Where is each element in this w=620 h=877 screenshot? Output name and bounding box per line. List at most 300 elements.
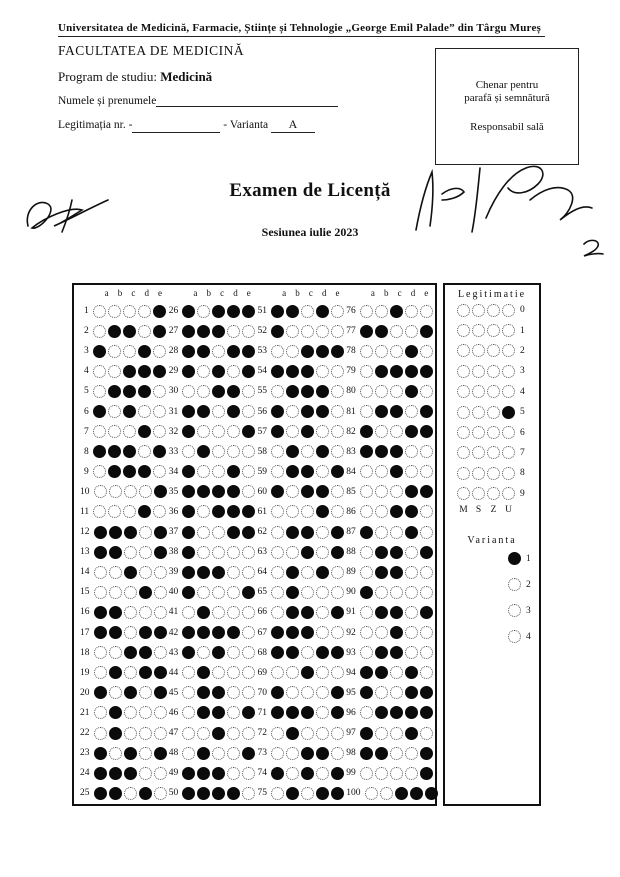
answer-bubble-q35-e[interactable] bbox=[242, 485, 255, 498]
answer-bubble-q3-c[interactable] bbox=[123, 345, 136, 358]
legitimatie-bubble-8-col2[interactable] bbox=[472, 467, 485, 480]
answer-bubble-q63-b[interactable] bbox=[286, 546, 299, 559]
answer-bubble-q33-b[interactable] bbox=[197, 445, 210, 458]
answer-bubble-q95-b[interactable] bbox=[375, 686, 388, 699]
answer-bubble-q57-d[interactable] bbox=[316, 425, 329, 438]
answer-bubble-q32-e[interactable] bbox=[242, 425, 255, 438]
answer-bubble-q22-c[interactable] bbox=[124, 727, 137, 740]
answer-bubble-q59-d[interactable] bbox=[316, 465, 329, 478]
answer-bubble-q84-c[interactable] bbox=[390, 465, 403, 478]
answer-bubble-q47-c[interactable] bbox=[212, 727, 225, 740]
answer-bubble-q86-a[interactable] bbox=[360, 505, 373, 518]
legitimatie-bubble-0-col3[interactable] bbox=[487, 304, 500, 317]
legitimatie-bubble-5-col1[interactable] bbox=[457, 406, 470, 419]
answer-bubble-q77-b[interactable] bbox=[375, 325, 388, 338]
answer-bubble-q56-c[interactable] bbox=[301, 405, 314, 418]
answer-bubble-q33-a[interactable] bbox=[182, 445, 195, 458]
answer-bubble-q44-c[interactable] bbox=[212, 666, 225, 679]
legitimatie-bubble-8-col4[interactable] bbox=[502, 467, 515, 480]
answer-bubble-q23-c[interactable] bbox=[124, 747, 137, 760]
answer-bubble-q51-a[interactable] bbox=[271, 305, 284, 318]
answer-bubble-q21-d[interactable] bbox=[139, 706, 152, 719]
answer-bubble-q61-a[interactable] bbox=[271, 505, 284, 518]
answer-bubble-q67-c[interactable] bbox=[301, 626, 314, 639]
answer-bubble-q92-c[interactable] bbox=[390, 626, 403, 639]
answer-bubble-q8-e[interactable] bbox=[153, 445, 166, 458]
answer-bubble-q25-e[interactable] bbox=[154, 787, 167, 800]
answer-bubble-q30-a[interactable] bbox=[182, 385, 195, 398]
answer-bubble-q32-a[interactable] bbox=[182, 425, 195, 438]
answer-bubble-q60-a[interactable] bbox=[271, 485, 284, 498]
answer-bubble-q81-e[interactable] bbox=[420, 405, 433, 418]
answer-bubble-q28-e[interactable] bbox=[242, 345, 255, 358]
answer-bubble-q11-a[interactable] bbox=[93, 505, 106, 518]
answer-bubble-q98-e[interactable] bbox=[420, 747, 433, 760]
answer-bubble-q45-d[interactable] bbox=[227, 686, 240, 699]
legitimatie-blank[interactable] bbox=[132, 121, 220, 133]
answer-bubble-q58-e[interactable] bbox=[331, 445, 344, 458]
answer-bubble-q34-e[interactable] bbox=[242, 465, 255, 478]
answer-bubble-q48-a[interactable] bbox=[182, 747, 195, 760]
answer-bubble-q70-b[interactable] bbox=[286, 686, 299, 699]
answer-bubble-q56-e[interactable] bbox=[331, 405, 344, 418]
answer-bubble-q12-c[interactable] bbox=[124, 526, 137, 539]
answer-bubble-q38-a[interactable] bbox=[182, 546, 195, 559]
answer-bubble-q61-d[interactable] bbox=[316, 505, 329, 518]
legitimatie-bubble-6-col1[interactable] bbox=[457, 426, 470, 439]
answer-bubble-q20-b[interactable] bbox=[109, 686, 122, 699]
answer-bubble-q8-a[interactable] bbox=[93, 445, 106, 458]
answer-bubble-q34-c[interactable] bbox=[212, 465, 225, 478]
answer-bubble-q37-a[interactable] bbox=[182, 526, 195, 539]
answer-bubble-q6-a[interactable] bbox=[93, 405, 106, 418]
answer-bubble-q61-c[interactable] bbox=[301, 505, 314, 518]
answer-bubble-q4-e[interactable] bbox=[153, 365, 166, 378]
answer-bubble-q35-b[interactable] bbox=[197, 485, 210, 498]
answer-bubble-q60-e[interactable] bbox=[331, 485, 344, 498]
legitimatie-bubble-2-col1[interactable] bbox=[457, 344, 470, 357]
answer-bubble-q40-a[interactable] bbox=[182, 586, 195, 599]
answer-bubble-q66-c[interactable] bbox=[301, 606, 314, 619]
answer-bubble-q91-b[interactable] bbox=[375, 606, 388, 619]
answer-bubble-q48-e[interactable] bbox=[242, 747, 255, 760]
answer-bubble-q70-a[interactable] bbox=[271, 686, 284, 699]
answer-bubble-q67-d[interactable] bbox=[316, 626, 329, 639]
answer-bubble-q24-b[interactable] bbox=[109, 767, 122, 780]
answer-bubble-q66-a[interactable] bbox=[271, 606, 284, 619]
answer-bubble-q80-b[interactable] bbox=[375, 385, 388, 398]
answer-bubble-q94-e[interactable] bbox=[420, 666, 433, 679]
answer-bubble-q36-d[interactable] bbox=[227, 505, 240, 518]
answer-bubble-q89-b[interactable] bbox=[375, 566, 388, 579]
answer-bubble-q1-e[interactable] bbox=[153, 305, 166, 318]
answer-bubble-q54-e[interactable] bbox=[331, 365, 344, 378]
answer-bubble-q11-d[interactable] bbox=[138, 505, 151, 518]
answer-bubble-q90-e[interactable] bbox=[420, 586, 433, 599]
answer-bubble-q9-b[interactable] bbox=[108, 465, 121, 478]
answer-bubble-q27-c[interactable] bbox=[212, 325, 225, 338]
answer-bubble-q41-a[interactable] bbox=[182, 606, 195, 619]
answer-bubble-q87-a[interactable] bbox=[360, 526, 373, 539]
answer-bubble-q85-a[interactable] bbox=[360, 485, 373, 498]
answer-bubble-q6-e[interactable] bbox=[153, 405, 166, 418]
answer-bubble-q43-a[interactable] bbox=[182, 646, 195, 659]
answer-bubble-q24-c[interactable] bbox=[124, 767, 137, 780]
legitimatie-bubble-9-col3[interactable] bbox=[487, 487, 500, 500]
answer-bubble-q64-c[interactable] bbox=[301, 566, 314, 579]
answer-bubble-q57-b[interactable] bbox=[286, 425, 299, 438]
answer-bubble-q84-b[interactable] bbox=[375, 465, 388, 478]
answer-bubble-q50-a[interactable] bbox=[182, 787, 195, 800]
answer-bubble-q28-a[interactable] bbox=[182, 345, 195, 358]
answer-bubble-q47-e[interactable] bbox=[242, 727, 255, 740]
answer-bubble-q84-e[interactable] bbox=[420, 465, 433, 478]
answer-bubble-q73-a[interactable] bbox=[271, 747, 284, 760]
legitimatie-bubble-5-col3[interactable] bbox=[487, 406, 500, 419]
answer-bubble-q56-a[interactable] bbox=[271, 405, 284, 418]
answer-bubble-q18-c[interactable] bbox=[124, 646, 137, 659]
answer-bubble-q58-b[interactable] bbox=[286, 445, 299, 458]
answer-bubble-q2-c[interactable] bbox=[123, 325, 136, 338]
answer-bubble-q82-b[interactable] bbox=[375, 425, 388, 438]
answer-bubble-q73-e[interactable] bbox=[331, 747, 344, 760]
answer-bubble-q47-b[interactable] bbox=[197, 727, 210, 740]
legitimatie-bubble-6-col2[interactable] bbox=[472, 426, 485, 439]
answer-bubble-q50-b[interactable] bbox=[197, 787, 210, 800]
answer-bubble-q48-d[interactable] bbox=[227, 747, 240, 760]
answer-bubble-q63-c[interactable] bbox=[301, 546, 314, 559]
answer-bubble-q96-d[interactable] bbox=[405, 706, 418, 719]
answer-bubble-q16-a[interactable] bbox=[94, 606, 107, 619]
answer-bubble-q15-d[interactable] bbox=[139, 586, 152, 599]
answer-bubble-q8-b[interactable] bbox=[108, 445, 121, 458]
answer-bubble-q14-d[interactable] bbox=[139, 566, 152, 579]
answer-bubble-q46-a[interactable] bbox=[182, 706, 195, 719]
answer-bubble-q97-e[interactable] bbox=[420, 727, 433, 740]
answer-bubble-q22-d[interactable] bbox=[139, 727, 152, 740]
answer-bubble-q90-d[interactable] bbox=[405, 586, 418, 599]
answer-bubble-q75-b[interactable] bbox=[286, 787, 299, 800]
answer-bubble-q96-a[interactable] bbox=[360, 706, 373, 719]
answer-bubble-q46-b[interactable] bbox=[197, 706, 210, 719]
answer-bubble-q15-a[interactable] bbox=[94, 586, 107, 599]
answer-bubble-q44-b[interactable] bbox=[197, 666, 210, 679]
answer-bubble-q23-d[interactable] bbox=[139, 747, 152, 760]
answer-bubble-q100-a[interactable] bbox=[365, 787, 378, 800]
answer-bubble-q25-a[interactable] bbox=[94, 787, 107, 800]
answer-bubble-q53-b[interactable] bbox=[286, 345, 299, 358]
answer-bubble-q80-e[interactable] bbox=[420, 385, 433, 398]
answer-bubble-q57-a[interactable] bbox=[271, 425, 284, 438]
answer-bubble-q27-a[interactable] bbox=[182, 325, 195, 338]
answer-bubble-q29-d[interactable] bbox=[227, 365, 240, 378]
answer-bubble-q77-d[interactable] bbox=[405, 325, 418, 338]
legitimatie-bubble-3-col4[interactable] bbox=[502, 365, 515, 378]
answer-bubble-q36-a[interactable] bbox=[182, 505, 195, 518]
answer-bubble-q74-c[interactable] bbox=[301, 767, 314, 780]
answer-bubble-q82-a[interactable] bbox=[360, 425, 373, 438]
answer-bubble-q2-b[interactable] bbox=[108, 325, 121, 338]
answer-bubble-q21-b[interactable] bbox=[109, 706, 122, 719]
answer-bubble-q24-a[interactable] bbox=[94, 767, 107, 780]
answer-bubble-q94-a[interactable] bbox=[360, 666, 373, 679]
answer-bubble-q53-c[interactable] bbox=[301, 345, 314, 358]
answer-bubble-q78-b[interactable] bbox=[375, 345, 388, 358]
answer-bubble-q1-d[interactable] bbox=[138, 305, 151, 318]
answer-bubble-q52-b[interactable] bbox=[286, 325, 299, 338]
answer-bubble-q83-b[interactable] bbox=[375, 445, 388, 458]
answer-bubble-q60-d[interactable] bbox=[316, 485, 329, 498]
answer-bubble-q36-c[interactable] bbox=[212, 505, 225, 518]
answer-bubble-q30-e[interactable] bbox=[242, 385, 255, 398]
answer-bubble-q61-e[interactable] bbox=[331, 505, 344, 518]
answer-bubble-q65-e[interactable] bbox=[331, 586, 344, 599]
answer-bubble-q67-b[interactable] bbox=[286, 626, 299, 639]
answer-bubble-q54-d[interactable] bbox=[316, 365, 329, 378]
answer-bubble-q43-d[interactable] bbox=[227, 646, 240, 659]
answer-bubble-q23-b[interactable] bbox=[109, 747, 122, 760]
answer-bubble-q99-e[interactable] bbox=[420, 767, 433, 780]
answer-bubble-q100-d[interactable] bbox=[410, 787, 423, 800]
answer-bubble-q81-a[interactable] bbox=[360, 405, 373, 418]
answer-bubble-q14-a[interactable] bbox=[94, 566, 107, 579]
answer-bubble-q86-b[interactable] bbox=[375, 505, 388, 518]
answer-bubble-q32-d[interactable] bbox=[227, 425, 240, 438]
answer-bubble-q63-e[interactable] bbox=[331, 546, 344, 559]
answer-bubble-q77-e[interactable] bbox=[420, 325, 433, 338]
answer-bubble-q19-b[interactable] bbox=[109, 666, 122, 679]
answer-bubble-q12-e[interactable] bbox=[154, 526, 167, 539]
answer-bubble-q55-a[interactable] bbox=[271, 385, 284, 398]
legitimatie-bubble-5-col4[interactable] bbox=[502, 406, 515, 419]
answer-bubble-q88-a[interactable] bbox=[360, 546, 373, 559]
answer-bubble-q45-e[interactable] bbox=[242, 686, 255, 699]
answer-bubble-q59-a[interactable] bbox=[271, 465, 284, 478]
answer-bubble-q39-d[interactable] bbox=[227, 566, 240, 579]
answer-bubble-q10-e[interactable] bbox=[154, 485, 167, 498]
answer-bubble-q12-d[interactable] bbox=[139, 526, 152, 539]
answer-bubble-q83-a[interactable] bbox=[360, 445, 373, 458]
answer-bubble-q49-b[interactable] bbox=[197, 767, 210, 780]
legitimatie-bubble-9-col4[interactable] bbox=[502, 487, 515, 500]
answer-bubble-q100-e[interactable] bbox=[425, 787, 438, 800]
legitimatie-bubble-4-col2[interactable] bbox=[472, 385, 485, 398]
answer-bubble-q82-c[interactable] bbox=[390, 425, 403, 438]
answer-bubble-q41-c[interactable] bbox=[212, 606, 225, 619]
answer-bubble-q38-d[interactable] bbox=[227, 546, 240, 559]
answer-bubble-q7-d[interactable] bbox=[138, 425, 151, 438]
answer-bubble-q98-a[interactable] bbox=[360, 747, 373, 760]
answer-bubble-q100-c[interactable] bbox=[395, 787, 408, 800]
answer-bubble-q71-b[interactable] bbox=[286, 706, 299, 719]
answer-bubble-q85-c[interactable] bbox=[390, 485, 403, 498]
answer-bubble-q95-a[interactable] bbox=[360, 686, 373, 699]
answer-bubble-q9-d[interactable] bbox=[138, 465, 151, 478]
answer-bubble-q86-e[interactable] bbox=[420, 505, 433, 518]
answer-bubble-q72-b[interactable] bbox=[286, 727, 299, 740]
answer-bubble-q16-b[interactable] bbox=[109, 606, 122, 619]
answer-bubble-q49-d[interactable] bbox=[227, 767, 240, 780]
answer-bubble-q29-b[interactable] bbox=[197, 365, 210, 378]
answer-bubble-q37-b[interactable] bbox=[197, 526, 210, 539]
answer-bubble-q33-e[interactable] bbox=[242, 445, 255, 458]
answer-bubble-q92-d[interactable] bbox=[405, 626, 418, 639]
answer-bubble-q68-a[interactable] bbox=[271, 646, 284, 659]
answer-bubble-q81-b[interactable] bbox=[375, 405, 388, 418]
answer-bubble-q58-c[interactable] bbox=[301, 445, 314, 458]
answer-bubble-q74-d[interactable] bbox=[316, 767, 329, 780]
answer-bubble-q45-a[interactable] bbox=[182, 686, 195, 699]
answer-bubble-q42-c[interactable] bbox=[212, 626, 225, 639]
legitimatie-bubble-9-col1[interactable] bbox=[457, 487, 470, 500]
answer-bubble-q66-b[interactable] bbox=[286, 606, 299, 619]
answer-bubble-q42-a[interactable] bbox=[182, 626, 195, 639]
varianta-bubble-1[interactable] bbox=[508, 552, 521, 565]
answer-bubble-q59-b[interactable] bbox=[286, 465, 299, 478]
answer-bubble-q49-c[interactable] bbox=[212, 767, 225, 780]
answer-bubble-q9-a[interactable] bbox=[93, 465, 106, 478]
answer-bubble-q9-e[interactable] bbox=[153, 465, 166, 478]
answer-bubble-q31-a[interactable] bbox=[182, 405, 195, 418]
answer-bubble-q15-b[interactable] bbox=[109, 586, 122, 599]
answer-bubble-q31-e[interactable] bbox=[242, 405, 255, 418]
answer-bubble-q13-b[interactable] bbox=[109, 546, 122, 559]
answer-bubble-q37-e[interactable] bbox=[242, 526, 255, 539]
answer-bubble-q47-a[interactable] bbox=[182, 727, 195, 740]
answer-bubble-q64-b[interactable] bbox=[286, 566, 299, 579]
answer-bubble-q19-c[interactable] bbox=[124, 666, 137, 679]
answer-bubble-q17-e[interactable] bbox=[154, 626, 167, 639]
legitimatie-bubble-4-col1[interactable] bbox=[457, 385, 470, 398]
answer-bubble-q73-b[interactable] bbox=[286, 747, 299, 760]
answer-bubble-q51-d[interactable] bbox=[316, 305, 329, 318]
answer-bubble-q40-d[interactable] bbox=[227, 586, 240, 599]
answer-bubble-q61-b[interactable] bbox=[286, 505, 299, 518]
answer-bubble-q94-b[interactable] bbox=[375, 666, 388, 679]
answer-bubble-q57-c[interactable] bbox=[301, 425, 314, 438]
answer-bubble-q13-e[interactable] bbox=[154, 546, 167, 559]
answer-bubble-q25-d[interactable] bbox=[139, 787, 152, 800]
answer-bubble-q45-b[interactable] bbox=[197, 686, 210, 699]
answer-bubble-q75-e[interactable] bbox=[331, 787, 344, 800]
answer-bubble-q1-b[interactable] bbox=[108, 305, 121, 318]
answer-bubble-q56-b[interactable] bbox=[286, 405, 299, 418]
answer-bubble-q9-c[interactable] bbox=[123, 465, 136, 478]
legitimatie-bubble-7-col1[interactable] bbox=[457, 446, 470, 459]
answer-bubble-q92-e[interactable] bbox=[420, 626, 433, 639]
answer-bubble-q1-a[interactable] bbox=[93, 305, 106, 318]
answer-bubble-q5-b[interactable] bbox=[108, 385, 121, 398]
answer-bubble-q40-b[interactable] bbox=[197, 586, 210, 599]
legitimatie-bubble-3-col3[interactable] bbox=[487, 365, 500, 378]
answer-bubble-q33-d[interactable] bbox=[227, 445, 240, 458]
answer-bubble-q65-a[interactable] bbox=[271, 586, 284, 599]
answer-bubble-q40-e[interactable] bbox=[242, 586, 255, 599]
answer-bubble-q85-e[interactable] bbox=[420, 485, 433, 498]
legitimatie-bubble-7-col2[interactable] bbox=[472, 446, 485, 459]
answer-bubble-q80-a[interactable] bbox=[360, 385, 373, 398]
answer-bubble-q99-a[interactable] bbox=[360, 767, 373, 780]
answer-bubble-q46-e[interactable] bbox=[242, 706, 255, 719]
answer-bubble-q47-d[interactable] bbox=[227, 727, 240, 740]
answer-bubble-q20-d[interactable] bbox=[139, 686, 152, 699]
answer-bubble-q24-d[interactable] bbox=[139, 767, 152, 780]
answer-bubble-q76-d[interactable] bbox=[405, 305, 418, 318]
answer-bubble-q79-b[interactable] bbox=[375, 365, 388, 378]
answer-bubble-q14-b[interactable] bbox=[109, 566, 122, 579]
answer-bubble-q27-d[interactable] bbox=[227, 325, 240, 338]
answer-bubble-q28-d[interactable] bbox=[227, 345, 240, 358]
answer-bubble-q53-d[interactable] bbox=[316, 345, 329, 358]
answer-bubble-q95-d[interactable] bbox=[405, 686, 418, 699]
answer-bubble-q48-c[interactable] bbox=[212, 747, 225, 760]
answer-bubble-q98-c[interactable] bbox=[390, 747, 403, 760]
answer-bubble-q7-b[interactable] bbox=[108, 425, 121, 438]
answer-bubble-q26-c[interactable] bbox=[212, 305, 225, 318]
answer-bubble-q75-c[interactable] bbox=[301, 787, 314, 800]
answer-bubble-q42-e[interactable] bbox=[242, 626, 255, 639]
answer-bubble-q72-a[interactable] bbox=[271, 727, 284, 740]
answer-bubble-q45-c[interactable] bbox=[212, 686, 225, 699]
legitimatie-bubble-4-col3[interactable] bbox=[487, 385, 500, 398]
answer-bubble-q5-c[interactable] bbox=[123, 385, 136, 398]
answer-bubble-q21-c[interactable] bbox=[124, 706, 137, 719]
answer-bubble-q89-e[interactable] bbox=[420, 566, 433, 579]
answer-bubble-q14-e[interactable] bbox=[154, 566, 167, 579]
answer-bubble-q71-d[interactable] bbox=[316, 706, 329, 719]
answer-bubble-q99-d[interactable] bbox=[405, 767, 418, 780]
answer-bubble-q43-b[interactable] bbox=[197, 646, 210, 659]
answer-bubble-q36-b[interactable] bbox=[197, 505, 210, 518]
answer-bubble-q26-b[interactable] bbox=[197, 305, 210, 318]
answer-bubble-q96-b[interactable] bbox=[375, 706, 388, 719]
answer-bubble-q51-c[interactable] bbox=[301, 305, 314, 318]
answer-bubble-q2-e[interactable] bbox=[153, 325, 166, 338]
answer-bubble-q17-a[interactable] bbox=[94, 626, 107, 639]
answer-bubble-q64-e[interactable] bbox=[331, 566, 344, 579]
answer-bubble-q26-a[interactable] bbox=[182, 305, 195, 318]
answer-bubble-q74-a[interactable] bbox=[271, 767, 284, 780]
answer-bubble-q30-d[interactable] bbox=[227, 385, 240, 398]
answer-bubble-q96-c[interactable] bbox=[390, 706, 403, 719]
answer-bubble-q84-d[interactable] bbox=[405, 465, 418, 478]
answer-bubble-q36-e[interactable] bbox=[242, 505, 255, 518]
answer-bubble-q62-a[interactable] bbox=[271, 526, 284, 539]
answer-bubble-q68-d[interactable] bbox=[316, 646, 329, 659]
answer-bubble-q52-c[interactable] bbox=[301, 325, 314, 338]
answer-bubble-q72-c[interactable] bbox=[301, 727, 314, 740]
answer-bubble-q83-d[interactable] bbox=[405, 445, 418, 458]
answer-bubble-q30-b[interactable] bbox=[197, 385, 210, 398]
answer-bubble-q67-e[interactable] bbox=[331, 626, 344, 639]
answer-bubble-q93-d[interactable] bbox=[405, 646, 418, 659]
answer-bubble-q99-c[interactable] bbox=[390, 767, 403, 780]
answer-bubble-q94-d[interactable] bbox=[405, 666, 418, 679]
legitimatie-bubble-6-col4[interactable] bbox=[502, 426, 515, 439]
answer-bubble-q42-d[interactable] bbox=[227, 626, 240, 639]
answer-bubble-q6-b[interactable] bbox=[108, 405, 121, 418]
answer-bubble-q83-c[interactable] bbox=[390, 445, 403, 458]
answer-bubble-q22-e[interactable] bbox=[154, 727, 167, 740]
answer-bubble-q98-b[interactable] bbox=[375, 747, 388, 760]
answer-bubble-q77-c[interactable] bbox=[390, 325, 403, 338]
answer-bubble-q27-b[interactable] bbox=[197, 325, 210, 338]
answer-bubble-q38-c[interactable] bbox=[212, 546, 225, 559]
answer-bubble-q29-c[interactable] bbox=[212, 365, 225, 378]
legitimatie-bubble-7-col4[interactable] bbox=[502, 446, 515, 459]
answer-bubble-q27-e[interactable] bbox=[242, 325, 255, 338]
varianta-bubble-2[interactable] bbox=[508, 578, 521, 591]
